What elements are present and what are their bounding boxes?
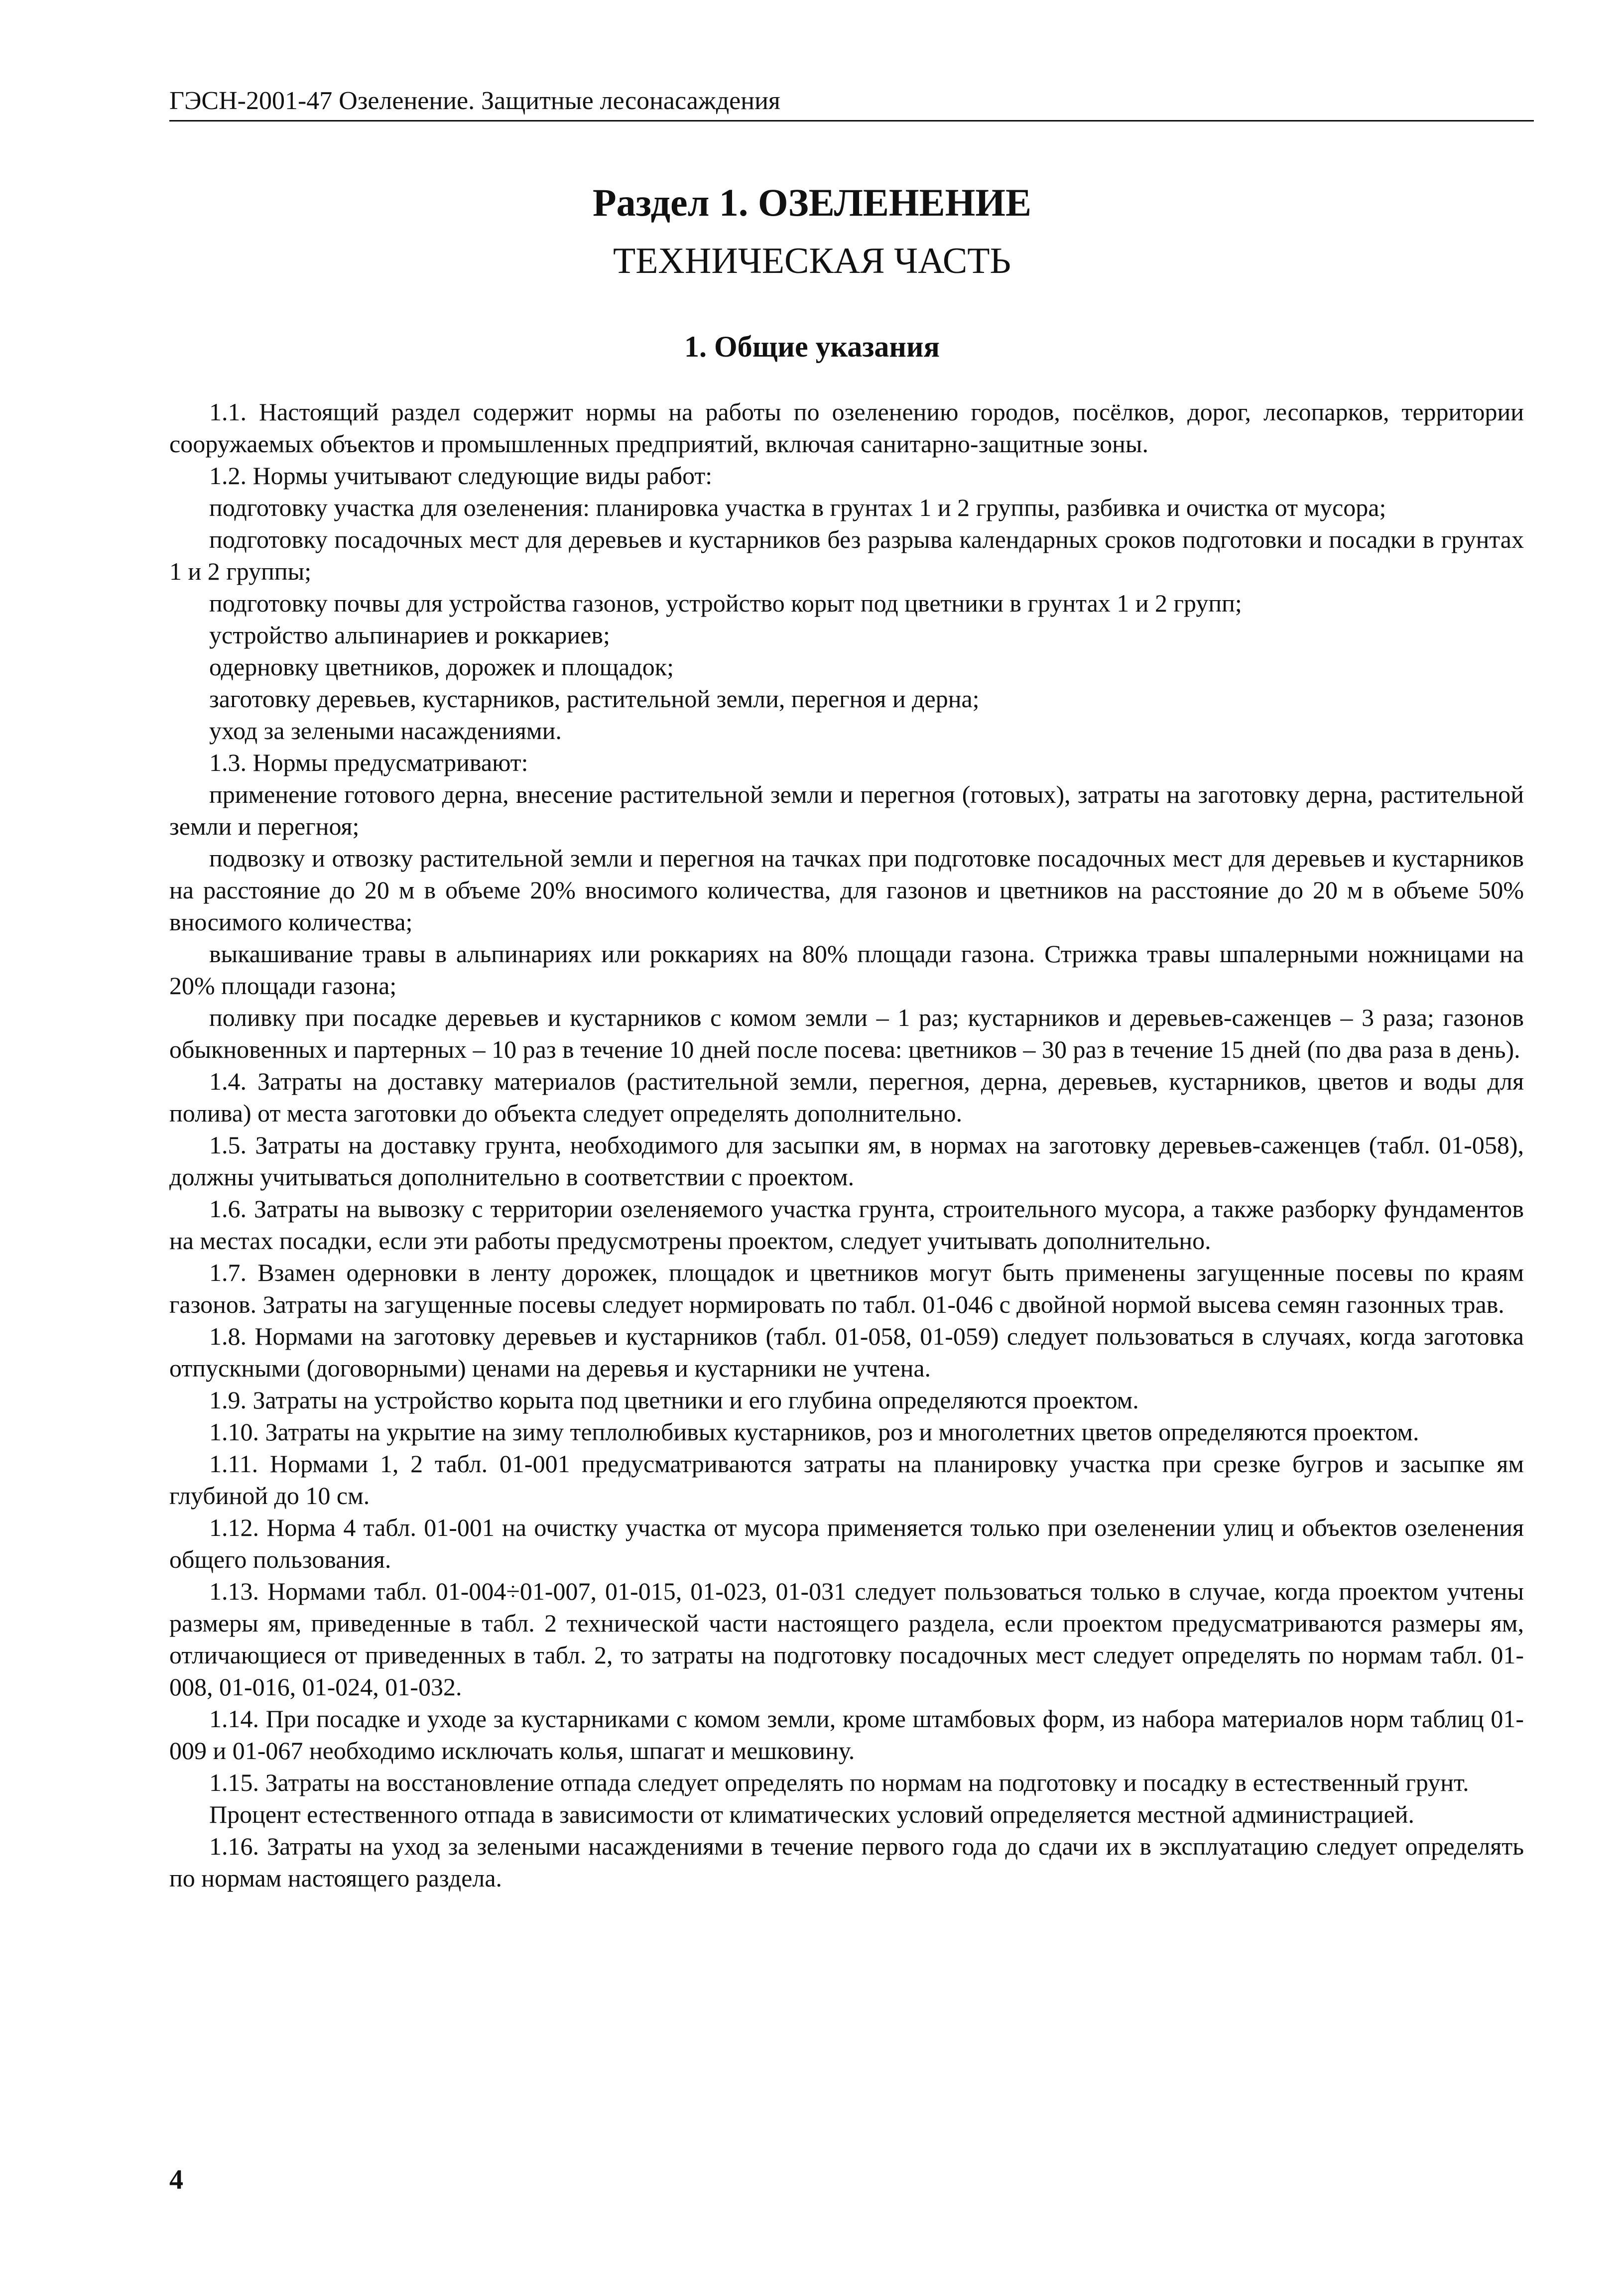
paragraph: 1.6. Затраты на вывозку с территории озеленяемого участка грунта, строительного мусора, а также разборку фундаментов на местах посадки, если эти работы предусмотрены проектом, следует учитывать дополнительно.: [169, 1195, 1524, 1255]
body-text: [169, 396, 1524, 1894]
paragraph: 1.11. Нормами 1, 2 табл. 01-001 предусматриваются затраты на планировку участка при срезке бугров и засыпке ям глубиной до 10 см.: [169, 1450, 1524, 1510]
page-number: 4: [169, 2164, 183, 2195]
paragraph: 1.2. Нормы учитывают следующие виды работ:: [209, 462, 713, 490]
paragraph: 1.4. Затраты на доставку материалов (растительной земли, перегноя, дерна, деревьев, кустарников, цветов и воды для полива) от места заготовки до объекта следует определять дополнительно.: [169, 1067, 1524, 1127]
paragraph: устройство альпинариев и роккариев;: [209, 621, 610, 649]
paragraph: 1.16. Затраты на уход за зелеными насаждениями в течение первого года до сдачи их в эксплуатацию следует определять по нормам настоящего раздела.: [169, 1832, 1524, 1892]
paragraph: 1.1. Настоящий раздел содержит нормы на работы по озеленению городов, посёлков, дорог, лесопарков, территории сооружаемых объектов и промышленных предприятий, включая санитарно-защитные зоны.: [169, 398, 1524, 458]
paragraph: 1.8. Нормами на заготовку деревьев и кустарников (табл. 01-058, 01-059) следует пользоваться в случаях, когда заготовка отпускными (договорными) ценами на деревья и кустарники не учтена.: [169, 1322, 1524, 1382]
paragraph: 1.5. Затраты на доставку грунта, необходимого для засыпки ям, в нормах на заготовку деревьев-саженцев (табл. 01-058), должны учитываться дополнительно в соответствии с проектом.: [169, 1131, 1524, 1191]
paragraph: одерновку цветников, дорожек и площадок;: [209, 653, 674, 681]
paragraph: 1.13. Нормами табл. 01-004÷01-007, 01-015, 01-023, 01-031 следует пользоваться только в случае, когда проектом учтены размеры ям, приведенные в табл. 2 технической части настоящего раздела, если проектом предусматриваются размеры ям, отличающиеся от приведенных в табл. 2, то затраты на подготовку посадочных мест следует определять по нормам табл. 01-008, 01-016, 01-024, 01-032.: [169, 1577, 1524, 1701]
paragraph: выкашивание травы в альпинариях или роккариях на 80% площади газона. Стрижка травы шпалерными ножницами на 20% площади газона;: [169, 940, 1524, 1000]
paragraph: 1.15. Затраты на восстановление отпада следует определять по нормам на подготовку и посадку в естественный грунт.: [209, 1769, 1469, 1796]
part-title: ТЕХНИЧЕСКАЯ ЧАСТЬ: [613, 241, 1011, 281]
paragraph: 1.10. Затраты на укрытие на зиму теплолюбивых кустарников, роз и многолетних цветов определяются проектом.: [209, 1418, 1419, 1446]
paragraph: подготовку почвы для устройства газонов, устройство корыт под цветники в грунтах 1 и 2 групп;: [209, 589, 1242, 617]
paragraph: 1.3. Нормы предусматривают:: [209, 749, 528, 776]
paragraph: поливку при посадке деревьев и кустарников с комом земли – 1 раз; кустарников и деревьев-саженцев – 3 раза; газонов обыкновенных и партерных – 10 раз в течение 10 дней после посева: цветников – 30 раз в течение 15 дней (по два раза в день).: [169, 1004, 1524, 1063]
paragraph: 1.9. Затраты на устройство корыта под цветники и его глубина определяются проектом.: [209, 1386, 1139, 1414]
paragraph: применение готового дерна, внесение растительной земли и перегноя (готовых), затраты на заготовку дерна, растительной земли и перегноя;: [169, 780, 1524, 840]
paragraph: 1.7. Взамен одерновки в ленту дорожек, площадок и цветников могут быть применены загущенные посевы по краям газонов. Затраты на загущенные посевы следует нормировать по табл. 01-046 с двойной нормой высева семян газонных трав.: [169, 1259, 1524, 1318]
paragraph: уход за зелеными насаждениями.: [209, 717, 562, 745]
paragraph: Процент естественного отпада в зависимости от климатических условий определяется местной администрацией.: [209, 1800, 1415, 1828]
paragraph: подвозку и отвозку растительной земли и перегноя на тачках при подготовке посадочных мест для деревьев и кустарников на расстояние до 20 м в объеме 20% вносимого количества, для газонов и цветников на расстояние до 20 м в объеме 50% вносимого количества;: [169, 844, 1524, 936]
paragraph: 1.14. При посадке и уходе за кустарниками с комом земли, кроме штамбовых форм, из набора материалов норм таблиц 01-009 и 01-067 необходимо исключать колья, шпагат и мешковину.: [169, 1705, 1524, 1765]
paragraph: заготовку деревьев, кустарников, растительной земли, перегноя и дерна;: [209, 685, 980, 713]
section-title: Раздел 1. ОЗЕЛЕНЕНИЕ: [593, 181, 1031, 224]
subsection-title: 1. Общие указания: [684, 330, 940, 363]
paragraph: 1.12. Норма 4 табл. 01-001 на очистку участка от мусора применяется только при озеленении улиц и объектов озеленения общего пользования.: [169, 1514, 1524, 1573]
paragraph: подготовку посадочных мест для деревьев и кустарников без разрыва календарных сроков подготовки и посадки в грунтах 1 и 2 группы;: [169, 525, 1524, 585]
paragraph: подготовку участка для озеленения: планировка участка в грунтах 1 и 2 группы, разбивка и очистка от мусора;: [209, 494, 1386, 521]
running-header: ГЭСН-2001-47 Озеленение. Защитные лесонасаждения: [169, 85, 1534, 122]
